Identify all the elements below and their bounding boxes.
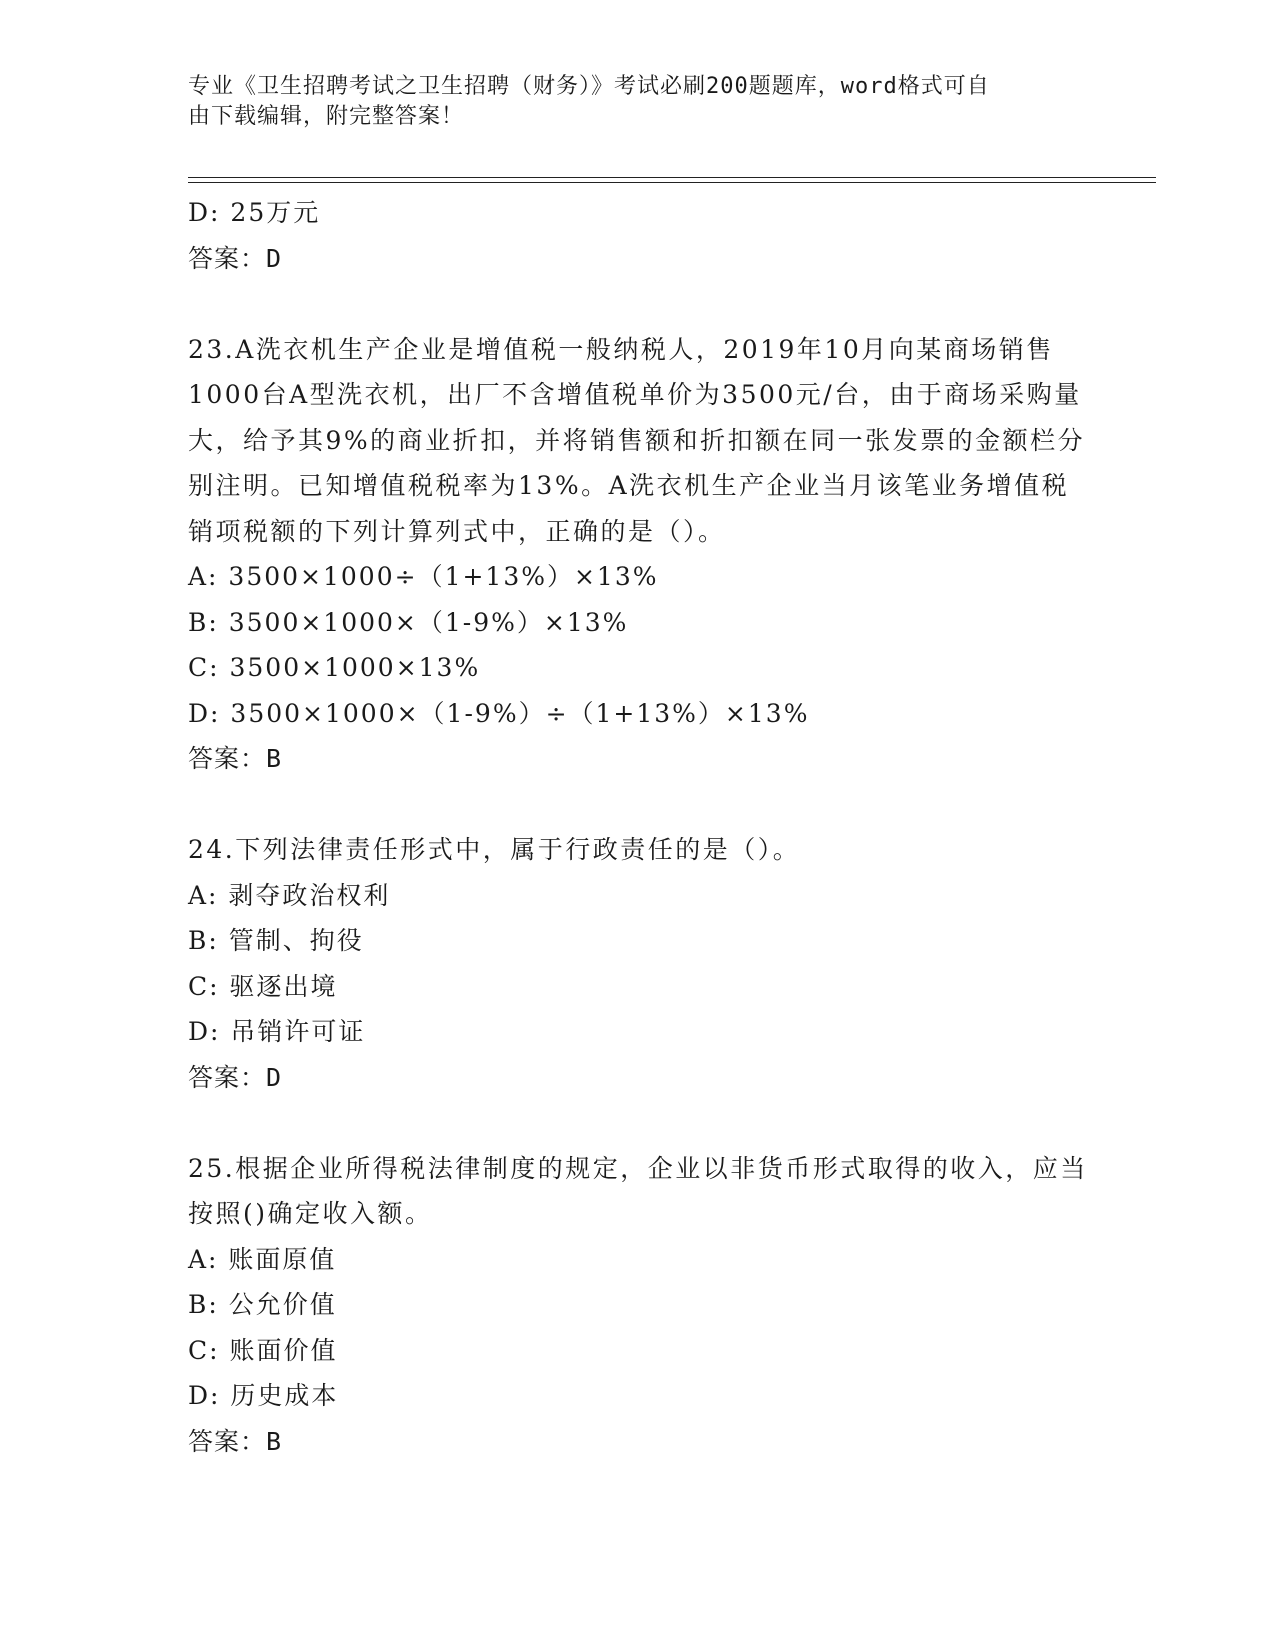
question-23-answer: 答案：B	[188, 744, 283, 773]
question-24-option-a: A: 剥夺政治权利	[188, 880, 391, 910]
question-23-option-a: A: 3500×1000÷（1+13%）×13%	[188, 562, 659, 591]
question-23-option-d: D: 3500×1000×（1-9%）÷（1+13%）×13%	[188, 698, 810, 728]
question-25-stem: 25.根据企业所得税法律制度的规定，企业以非货币形式取得的收入，应当按照()确定收入额。	[188, 1153, 1088, 1228]
question-24-stem: 24.下列法律责任形式中，属于行政责任的是（）。	[188, 835, 801, 864]
question-23-option-b: B: 3500×1000×（1-9%）×13%	[188, 607, 629, 637]
question-25-option-c: C: 账面价值	[188, 1335, 338, 1365]
document-header	[188, 72, 1088, 132]
header-divider-bottom	[188, 182, 1156, 183]
question-25-option-a: A: 账面原值	[188, 1244, 337, 1274]
question-24	[188, 827, 1088, 1100]
header-line-2: 由下载编辑，附完整答案！	[188, 104, 465, 129]
question-25	[188, 1146, 1088, 1465]
question-23	[188, 327, 1088, 782]
question-23-stem: 23.A洗衣机生产企业是增值税一般纳税人，2019年10月向某商场销售1000台A型洗衣机，出厂不含增值税单价为3500元/台，由于商场采购量大，给予其9%的商业折扣，并将销售额和折扣额在同一张发票的金额栏分别注明。已知增值税税率为13%。A洗衣机生产企业当月该笔业务增值税销项税额的下列计算列式中，正确的是（）。	[188, 334, 1086, 546]
question-25-option-b: B: 公允价值	[188, 1290, 337, 1319]
spacer	[188, 782, 1088, 828]
header-divider-top	[188, 177, 1156, 178]
question-24-answer: 答案：D	[188, 1062, 283, 1092]
header-line-1: 专业《卫生招聘考试之卫生招聘（财务）》考试必刷200题题库，word格式可自	[188, 74, 990, 99]
prev-answer: 答案：D	[188, 243, 283, 273]
spacer	[188, 281, 1088, 327]
question-24-option-b: B: 管制、拘役	[188, 926, 364, 955]
prev-option-d: D: 25万元	[188, 198, 321, 227]
question-25-answer: 答案：B	[188, 1426, 283, 1456]
question-24-option-c: C: 驱逐出境	[188, 971, 338, 1001]
question-25-option-d: D: 历史成本	[188, 1381, 339, 1410]
question-24-option-d: D: 吊销许可证	[188, 1017, 366, 1046]
question-content	[188, 190, 1088, 1464]
spacer	[188, 1100, 1088, 1146]
question-23-option-c: C: 3500×1000×13%	[188, 653, 481, 682]
